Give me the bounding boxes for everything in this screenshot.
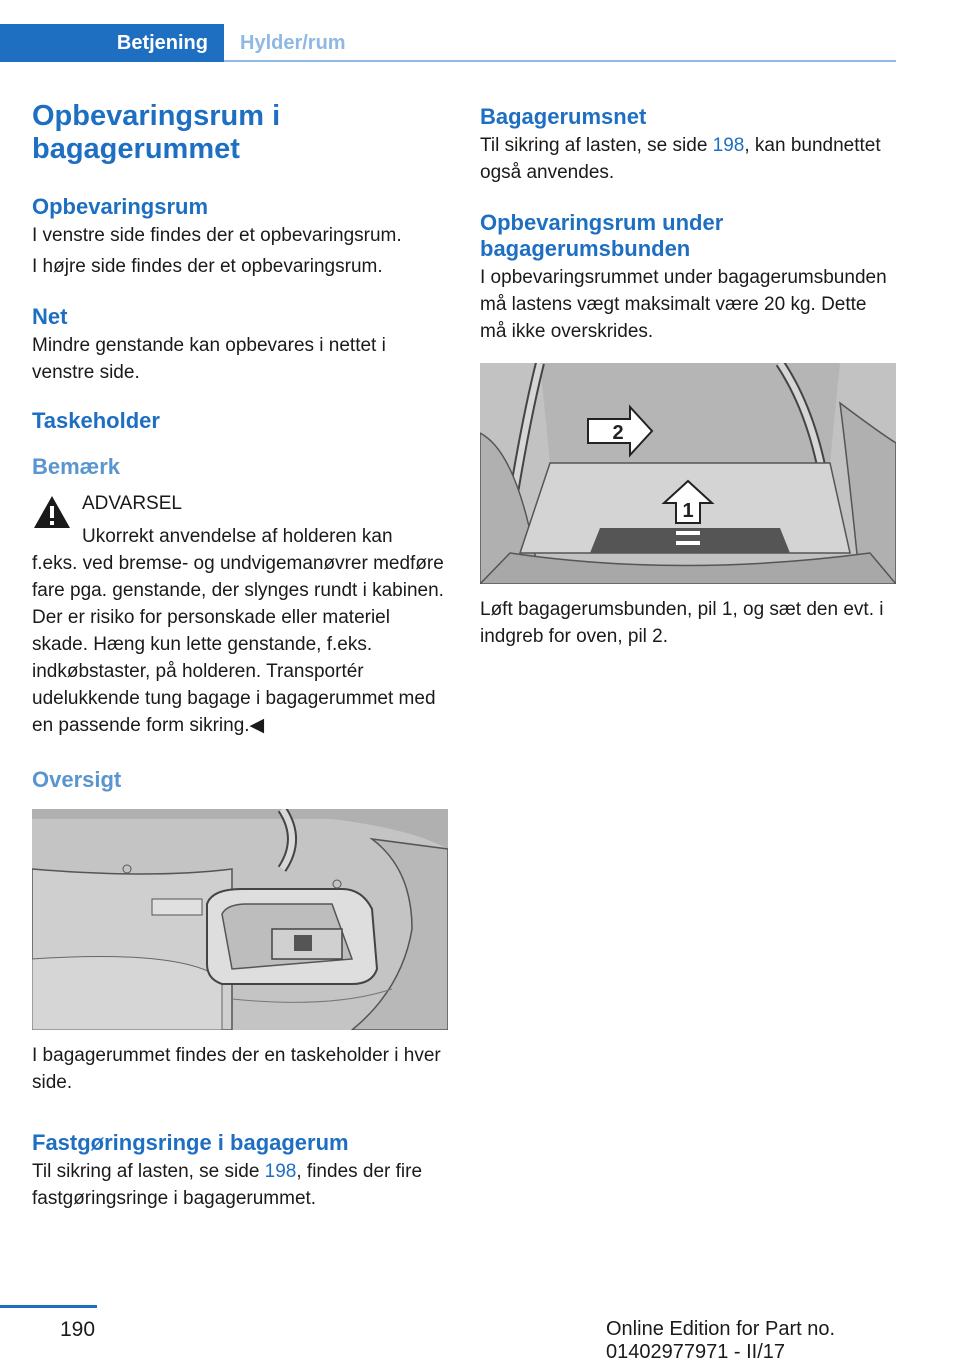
warning-title: ADVARSEL xyxy=(82,493,182,514)
heading-net: Net xyxy=(32,304,68,329)
warning-text: f.eks. ved bremse- og undvigemanøvrer medføre fare pga. genstande, der slynges rundt i kabinen. Der er risiko for personskade eller materiel skade. Hæng kun lette genstande, f.eks. indkøbstaster, på holderen. Transportér udelukkende tung bagage i bagagerummet med en passende form sikring.◀ xyxy=(32,553,444,736)
tab-betjening[interactable]: Betjening xyxy=(0,24,224,62)
heading-opbevaringsrum: Opbevaringsrum xyxy=(32,194,209,219)
page-header xyxy=(0,0,960,62)
figure-caption: I bagagerummet findes der en taskeholder i hver side. xyxy=(32,1045,441,1093)
heading-under-bunden: Opbevaringsrum under bagagerumsbunden xyxy=(480,210,724,261)
page-link-198[interactable]: 198 xyxy=(264,1161,297,1182)
paragraph: I venstre side findes der et opbevaringsrum. xyxy=(32,225,402,246)
page-number: 190 xyxy=(60,1318,96,1341)
page-link-198[interactable]: 198 xyxy=(712,135,745,156)
footer-accent-line xyxy=(0,1305,97,1308)
left-column xyxy=(32,100,448,1212)
paragraph-with-link: Til sikring af lasten, se side 198, findes der fire fastgøringsringe i bagagerummet. xyxy=(32,1161,423,1209)
subheading-oversigt: Oversigt xyxy=(32,767,122,792)
heading-taskeholder: Taskeholder xyxy=(32,408,160,433)
warning-triangle-icon xyxy=(32,494,72,530)
right-column xyxy=(480,104,896,650)
paragraph: I højre side findes der et opbevaringsrum. xyxy=(32,256,383,277)
trunk-floor-illustration xyxy=(480,363,896,584)
header-divider xyxy=(224,60,896,62)
heading-fastgoringsringe: Fastgøringsringe i bagagerum xyxy=(32,1130,349,1155)
subheading-bemaerk: Bemærk xyxy=(32,454,121,479)
trunk-bag-holder-illustration xyxy=(32,809,448,1030)
arrow-2-label: 2 xyxy=(612,422,624,444)
edition-label: Online Edition for Part no. 01402977971 - II/17 xyxy=(606,1318,836,1363)
paragraph: I opbevaringsrummet under bagagerumsbunden må lastens vægt maksimalt være 20 kg. Dette må ikke overskrides. xyxy=(480,267,887,342)
arrow-1-label: 1 xyxy=(682,500,694,522)
heading-bagagerumsnet: Bagagerumsnet xyxy=(480,104,647,129)
figure-caption: Løft bagagerumsbunden, pil 1, og sæt den evt. i indgreb for oven, pil 2. xyxy=(480,599,884,647)
paragraph-with-link: Til sikring af lasten, se side 198, kan bundnettet også anvendes. xyxy=(480,135,881,183)
paragraph: Mindre genstande kan opbevares i nettet i venstre side. xyxy=(32,335,386,383)
page-title: Opbevaringsrum i bagagerummet xyxy=(32,100,281,165)
warning-text-first: Ukorrekt anvendelse af holderen kan xyxy=(82,526,393,547)
tab-hylder-rum[interactable]: Hylder/rum xyxy=(240,31,346,54)
warning-block xyxy=(32,490,448,739)
